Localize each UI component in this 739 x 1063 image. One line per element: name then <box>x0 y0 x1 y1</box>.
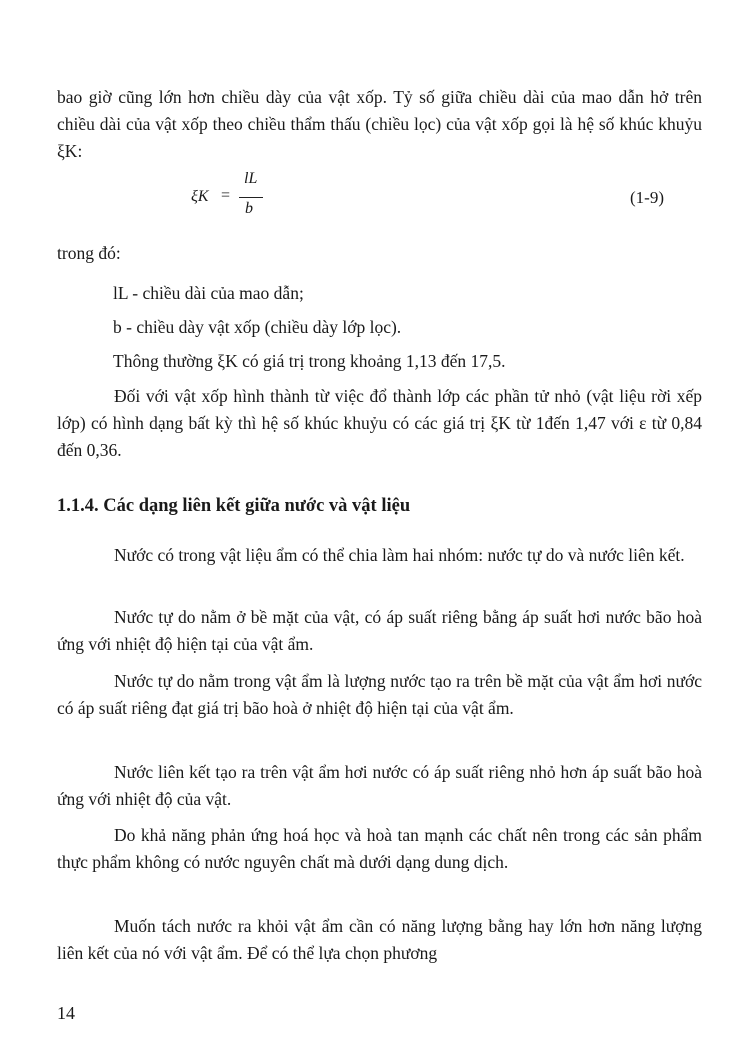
body-paragraph: Nước liên kết tạo ra trên vật ẩm hơi nước có áp suất riêng nhỏ hơn áp suất bão hoà ứng với nhiệt độ của vật. <box>57 762 702 809</box>
formula-lhs: ξK <box>191 188 209 205</box>
definition-b: b - chiều dày vật xốp (chiều dày lớp lọc). <box>113 317 402 337</box>
page-number: 14 <box>57 1003 75 1023</box>
granular-paragraph: Đối với vật xốp hình thành từ việc đổ thành lớp các phần tử nhỏ (vật liệu rời xếp lớp) có hình dạng bất kỳ thì hệ số khúc khuỷu có các giá trị ξK từ 1đến 1,47 với ε từ 0,84 đến 0,36. <box>57 386 702 460</box>
body-paragraph: Nước có trong vật liệu ẩm có thể chia làm hai nhóm: nước tự do và nước liên kết. <box>114 545 685 565</box>
body-paragraph: Muốn tách nước ra khỏi vật ẩm cần có năng lượng bằng hay lớn hơn năng lượng liên kết của nó với vật ẩm. Để có thể lựa chọn phương <box>57 916 702 963</box>
fraction-bar <box>239 197 263 198</box>
formula-1-9 <box>185 170 285 230</box>
formula-denominator: b <box>245 200 253 217</box>
body-paragraph: Nước tự do nằm trong vật ẩm là lượng nước tạo ra trên bề mặt của vật ẩm hơi nước có áp suất riêng đạt giá trị bão hoà ở nhiệt độ hiện tại của vật ẩm. <box>57 671 702 718</box>
equation-number: (1-9) <box>630 188 664 207</box>
formula-numerator: lL <box>244 170 258 187</box>
where-label: trong đó: <box>57 243 121 263</box>
body-paragraph: Nước tự do nằm ở bề mặt của vật, có áp suất riêng bằng áp suất hơi nước bão hoà ứng với nhiệt độ hiện tại của vật ẩm. <box>57 607 702 654</box>
intro-paragraph: bao giờ cũng lớn hơn chiều dày của vật xốp. Tỷ số giữa chiều dài của mao dẫn hở trên chiều dài của vật xốp theo chiều thẩm thấu (chiều lọc) của vật xốp gọi là hệ số khúc khuỷu ξK: <box>57 87 702 161</box>
section-heading: 1.1.4. Các dạng liên kết giữa nước và vật liệu <box>57 496 411 516</box>
body-paragraph: Do khả năng phản ứng hoá học và hoà tan mạnh các chất nên trong các sản phẩm thực phẩm không có nước nguyên chất mà dưới dạng dung dịch. <box>57 825 702 872</box>
definition-ll: lL - chiều dài của mao dẫn; <box>113 283 304 303</box>
formula-equals: = <box>221 187 231 204</box>
typical-values: Thông thường ξK có giá trị trong khoảng 1,13 đến 17,5. <box>113 351 506 371</box>
